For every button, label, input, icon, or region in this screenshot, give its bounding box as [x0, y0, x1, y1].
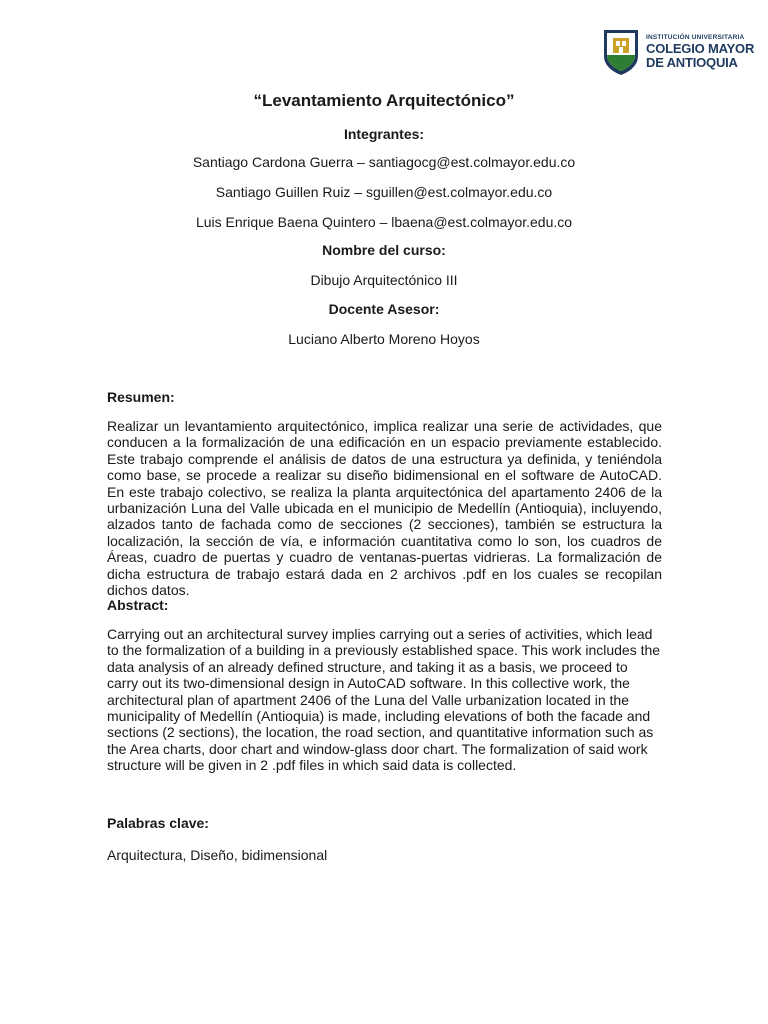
logo-line-3: DE ANTIOQUIA: [646, 55, 738, 71]
resumen-heading: Resumen:: [107, 389, 175, 405]
document-title: “Levantamiento Arquitectónico”: [253, 91, 515, 110]
advisor-heading: Docente Asesor:: [328, 301, 440, 317]
course-heading: Nombre del curso:: [322, 242, 446, 258]
institution-logo: [602, 28, 754, 76]
abstract-text: Carrying out an architectural survey implies carrying out a series of activities, which lead to the formalization of a building in a previously established space. This work includes the data analysis of an already defined structure, and taking it as a basis, we proceed to carry out its two-dimensional design in AutoCAD software. In this collective work, the architectural plan of apartment 2406 of the Luna del Valle urbanization located in the municipality of Medellín (Antioquia) is made, including elevations of both the facade and sections (2 sections), the location, the road section, and quantitative information such as the Area charts, door chart and window-glass door chart. The formalization of said work structure will be given in 2 .pdf files in which said data is collected.: [107, 626, 661, 774]
keywords-heading: Palabras clave:: [107, 815, 209, 831]
abstract-heading: Abstract:: [107, 597, 169, 613]
members-heading: Integrantes:: [343, 126, 425, 142]
resumen-text: Realizar un levantamiento arquitectónico, implica realizar una serie de actividades, que conducen a la formalización de una edificación en un espacio previamente establecido. Este trabajo comprende el análisis de datos de una estructura ya definida, y teniéndola como base, se procede a realizar su diseño bidimensional en el software de AutoCAD. En este trabajo colectivo, se realiza la planta arquitectónica del apartamento 2406 de la urbanización Luna del Valle ubicada en el municipio de Medellín (Antioquia), incluyendo, alzados tanto de fachada como de secciones (2 secciones), también se estructura la localización, la sección de vía, e información cuantitativa como lo son, los cuadros de Áreas, cuadro de puertas y cuadro de ventanas-puertas vidrieras. La formalización de dicha estructura de trabajo estará dada en 2 archivos .pdf en los cuales se recopilan dichos datos.: [107, 418, 662, 599]
shield-icon: [602, 28, 640, 76]
member-3: Luis Enrique Baena Quintero – lbaena@est.colmayor.edu.co: [195, 214, 573, 230]
member-1: Santiago Cardona Guerra – santiagocg@est.colmayor.edu.co: [192, 154, 576, 170]
logo-line-1: INSTITUCIÓN UNIVERSITARIA: [646, 33, 745, 41]
advisor-name: Luciano Alberto Moreno Hoyos: [288, 331, 480, 347]
course-name: Dibujo Arquitectónico III: [310, 272, 458, 288]
keywords-text: Arquitectura, Diseño, bidimensional: [107, 847, 328, 863]
logo-line-2: COLEGIO MAYOR: [646, 41, 755, 57]
member-2: Santiago Guillen Ruiz – sguillen@est.colmayor.edu.co: [215, 184, 553, 200]
